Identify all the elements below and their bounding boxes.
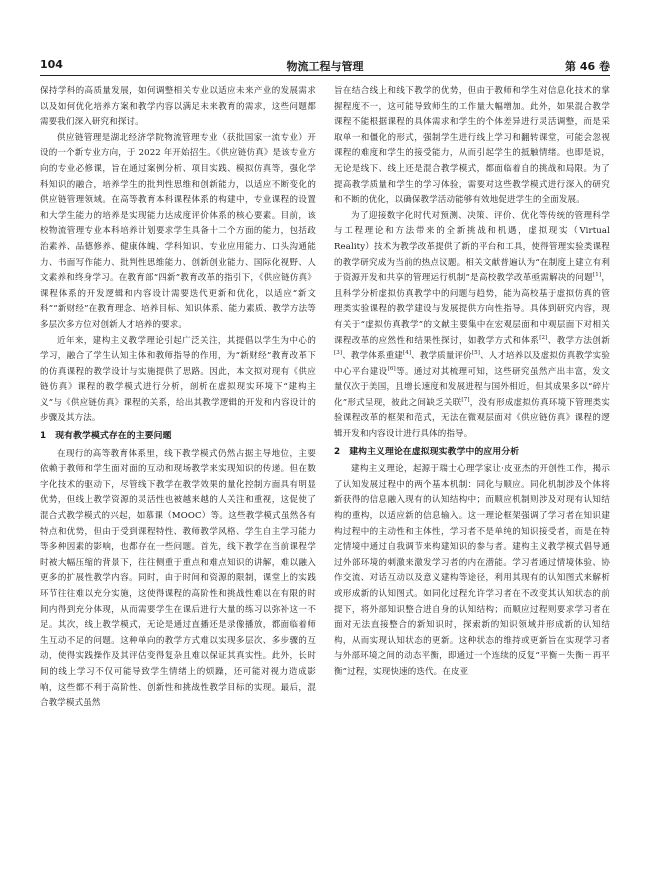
volume-label: 第 46 卷 <box>565 60 610 73</box>
citation: [2] <box>539 334 548 341</box>
page-number: 104 <box>40 58 63 71</box>
paragraph: 建构主义理论，起源于瑞士心理学家让·皮亚杰的开创性工作，揭示了认知发展过程中的两个基本机制：同化与顺应。同化机制涉及个体将新获得的信息融入现有的认知结构中；而顺应机制则涉及对现有认知结构的重构，以适应新的信息输入。这一理论框架强调了学习者在知识建构过程中的主动性和主体性，学习者不是单纯的知识接受者，而是在特定情境中通过自我调节来构建知识的参与者。建构主义教学模式倡导通过外部环境的刺激来激发学习者的内在潜能。学习者通过情境体验、协作交流、对话互动以及意义建构等途径，利用其现有的认知图式来解析或形成新的认知图式。如同化过程允许学习者在不改变其认知状态的前提下，将外部知识整合进自身的认知结构；而顺应过程则要求学习者在面对无法直接整合的新知识时，探索新的知识领域并形成新的认知结构，从而实现认知状态的更新。这种状态的维持或更新旨在实现学习者与外部环境之间的动态平衡，即通过一个连续的反复“平衡－失衡－再平衡”过程，实现快速的迭代。在皮亚 <box>334 464 610 677</box>
paragraph: 在现行的高等教育体系里，线下教学模式仍然占据主导地位，主要依赖于教师和学生面对面的互动和现场教学来实现知识的传递。但在数字化技术的驱动下，尽管线下教学在教学效果的量化控制方面具有明显优势，但线上教学资源的灵活性也被越来越的人关注和重视，这促使了混合式教学模式的兴起，如慕课（MOOC）等。这些教学模式虽然各有特点和优势，但由于受到课程特性、教师教学风格、学生自主学习能力等多种因素的影响，也都存在一些问题。首先，线下教学在当前课程学时被大幅压缩的背景下，往往侧重于重点和难点知识的讲解，难以融入更多的扩展性教学内容。同时，由于时间和资源的限制，课堂上的实践环节往往难以充分实施，这使得课程的高阶性和挑战性难以在有限的时间内得到充分体现，从而需要学生在课后进行大量的练习以弥补这一不足。其次，线上教学模式，无论是通过直播还是录像播放，都面临着师生互动不足的问题。这种单向的教学方式难以实现多层次、多步骤的互动，使得实践操作及其评估变得复杂且难以保证其真实性。此外，长时间的线上学习不仅可能导致学生情绪上的烦躁，还可能对视力造成影响，这些都不利于高阶性、创新性和挑战性教学目标的实现。最后，混合教学模式虽然 <box>40 448 316 709</box>
citation: [5] <box>471 350 481 357</box>
text-run: 为了迎接数字化时代对预测、决策、评价、优化等传统的管理科学与工程理论和方法带来的全新挑战和机遇，虚拟现实（Virtual Reality）技术为教学改革提供了新的平台和工具，使得管理实验类课程的教学研究成为当前的热点议题。相关文献普遍认为“在制度上建立有利于资源开发和共享的管理运行机制”是高校教学改革亟需解决的问题 <box>334 210 610 284</box>
paragraph: 旨在结合线上和线下教学的优势，但由于教师和学生对信息化技术的掌握程度不一，这可能导致师生的工作量大幅增加。此外，如果混合教学课程不能根据课程的具体需求和学生的个体差异进行灵活调整，而是采取单一和僵化的形式，强制学生进行线上学习和翻转课堂，可能会忽视课程的难度和学生的接受能力，从而引起学生的抵触情绪。也即是说，无论是线下、线上还是混合教学模式，都面临着自的挑战和局限。为了提高教学质量和学生的学习体验，需要对这些教学模式进行深入的研究和不断的优化，以确保教学活动能够有效地促进学生的全面发展。 <box>334 86 610 206</box>
citation: [6] <box>387 365 396 372</box>
citation: [1] <box>592 272 602 279</box>
paragraph: 供应链管理是湖北经济学院物流管理专业（获批国家一流专业）开设的一个新专业方向，于 2022 年开始招生。《供应链仿真》是该专业方向的专业必修课，旨在通过案例分析、项目实践、模拟仿真等，强化学科知识的融合，培养学生的批判性思维和创新能力，以适应不断变化的供应链管理领域。在高等教育本科课程体系的构建中，专业课程的设置和大学生能力的培养是实现能力达成度评价体系的核心要素。目前，该校物流管理专业本科培养计划要求学生具备十二个方面的能力，包括政治素养、品德修养、健康体魄、学科知识、专业应用能力、口头沟通能力、书面写作能力、批判性思维能力、创新创业能力、国际化视野、人文素养和终身学习。在教育部“四新”教育改革的指引下，《供应链仿真》课程体系的开发逻辑和内容设计需要迭代更新和优化，以适应“新文科”“新财经”在教育理念、培养目标、知识体系、能力素质、教学方法等多层次多方位对创新人才培养的要求。 <box>40 132 316 330</box>
paragraph: 保持学科的高质量发展，如何调整相关专业以适应未来产业的发展需求以及如何优化培养方案和教学内容以满足未来教育的需求，这些问题都需要我们深入研究和探讨。 <box>40 86 316 128</box>
running-header <box>40 56 610 76</box>
text-run: ，没有形成虚拟仿真环境下管理类实验课程改革的框架和范式，无法在微观层面对《供应链仿真》课程的逻辑开发和内容设计进行具体的指导。 <box>334 397 610 440</box>
left-column <box>40 84 316 712</box>
text-run: 、人才培养以及虚拟仿真教学实验中心平台建设 <box>334 351 610 377</box>
section-heading-1: 1 现有教学模式存在的主要问题 <box>40 431 172 442</box>
paragraph <box>334 209 610 443</box>
citation: [7] <box>461 397 470 404</box>
citation: [4] <box>402 350 412 357</box>
text-run: 、教学质量评价 <box>411 351 472 362</box>
journal-title: 物流工程与管理 <box>286 60 364 73</box>
paragraph: 近年来，建构主义教学理论引起广泛关注，其提倡以学生为中心的学习，融合了学生认知主体和教师指导的作用，为“新财经”教育改革下的仿真课程的教学设计与实施提供了思路。因此，本文拟对现有《供应链仿真》课程的教学模式进行分析，剖析在虚拟现实环境下“建构主义”与《供应链仿真》课程的关系，给出其教学逻辑的开发和内容设计的步骤及其方法。 <box>40 335 316 424</box>
text-run: 等。通过对其梳理可知，这些研究虽然产出丰富，发文量仅次于美国，且增长速度和发展进程与国外相近，但其成果多以“碎片化”形式呈现，彼此之间缺乏关联 <box>334 366 611 408</box>
citation: [3] <box>334 350 343 357</box>
section-heading-2: 2 建构主义理论在虚拟现实教学中的应用分析 <box>334 446 520 457</box>
text-run: ，且科学分析虚拟仿真教学中的问题与趋势，能为高校基于虚拟仿真的管理类实验课程的教学建设与发展提供方向性指导。具体到研究内容，现有关于“虚拟仿真教学”的文献主要集中在宏观层面和中观层面下对相关课程改革的应然性和结果性探讨，如教学方式和体系 <box>334 273 610 346</box>
text-run: 、教学体系重建 <box>342 351 403 362</box>
text-run: 、教学方法创新 <box>547 335 610 346</box>
right-column <box>334 84 610 681</box>
